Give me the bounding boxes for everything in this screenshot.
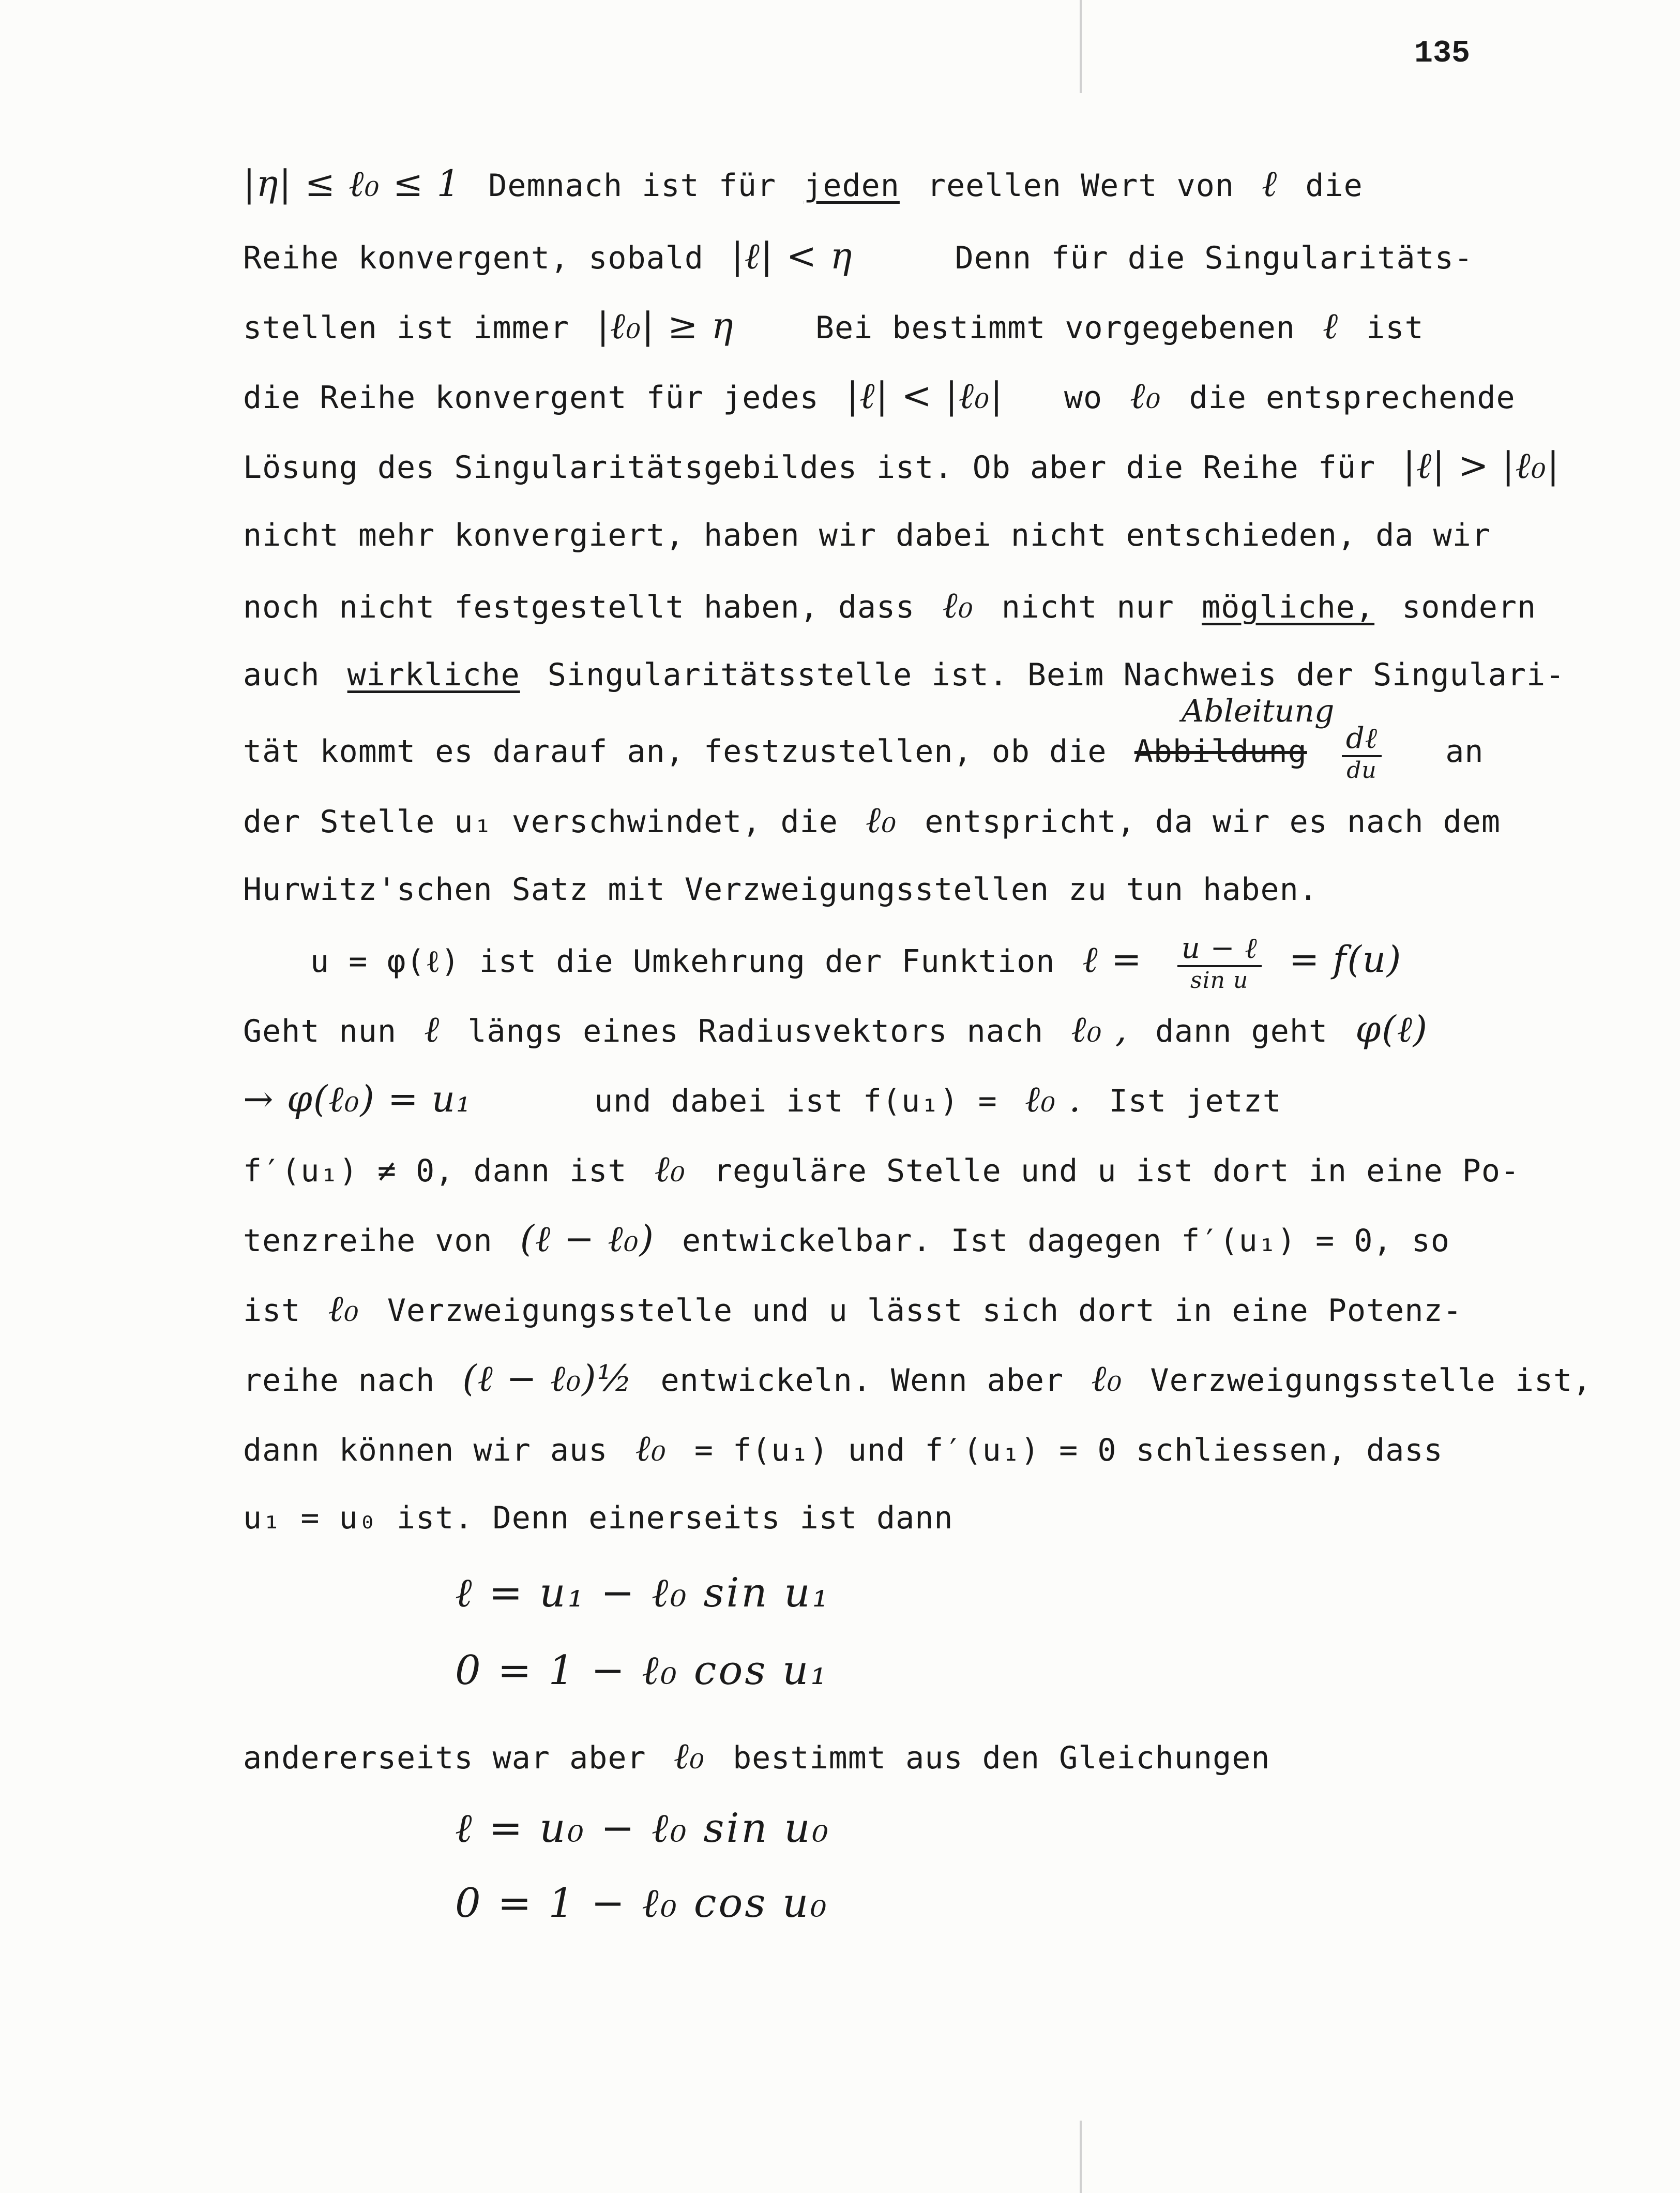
typed-text: bestimmt aus den Gleichungen — [733, 1740, 1270, 1776]
handwritten-math: → φ(ℓ₀) = u₁ — [243, 1078, 472, 1120]
typed-text: Singularitätsstelle ist. Beim Nachweis der Singulari- — [547, 657, 1565, 693]
handwritten-math: |ℓ₀| ≥ η — [597, 305, 734, 347]
typed-text: tenzreihe von — [243, 1223, 493, 1259]
handwritten-math: φ(ℓ) — [1355, 1008, 1429, 1050]
typed-text: reguläre Stelle und u ist dort in eine Po- — [713, 1153, 1520, 1189]
handwritten-insertion: Ableitung — [1182, 693, 1335, 729]
typed-text: noch nicht festgestellt haben, dass — [243, 589, 915, 625]
handwritten-math: ℓ₀ — [1130, 374, 1162, 417]
equation-line: 0 = 1 − ℓ₀ cos u₀ — [455, 1880, 829, 1927]
handwritten-math: |ℓ| < |ℓ₀| — [846, 374, 1004, 417]
equation-line: 0 = 1 − ℓ₀ cos u₁ — [455, 1647, 829, 1694]
typed-text: längs eines Radiusvektors nach — [467, 1013, 1044, 1049]
text-line-6 — [243, 509, 1499, 561]
text-line-12 — [310, 932, 1410, 994]
typed-text: Ist jetzt — [1109, 1083, 1282, 1119]
typed-text: dann können wir aus — [243, 1432, 608, 1468]
handwritten-math: ℓ₀ , — [1071, 1008, 1128, 1050]
typed-text: und dabei ist f(u₁) = — [594, 1083, 997, 1119]
typed-text: Verzweigungsstelle ist, — [1150, 1362, 1592, 1399]
text-line-13 — [243, 1003, 1436, 1055]
typed-text: andererseits war aber — [243, 1740, 646, 1776]
underlined-word: mögliche, — [1202, 589, 1375, 625]
text-line-5 — [243, 440, 1568, 491]
derivative-fraction — [1342, 724, 1382, 782]
typed-text: Lösung des Singularitätsgebildes ist. Ob aber die Reihe für — [243, 449, 1376, 486]
typed-text: = f(u₁) und f′(u₁) = 0 schliessen, dass — [694, 1432, 1443, 1468]
typed-text: Reihe konvergent, sobald — [243, 240, 704, 276]
typed-text: reellen Wert von — [927, 168, 1234, 204]
handwritten-math: (ℓ − ℓ₀)½ — [462, 1357, 633, 1400]
typed-text: Hurwitz'schen Satz mit Verzweigungsstellen zu tun haben. — [243, 872, 1318, 908]
typed-text: an — [1445, 733, 1484, 770]
fraction-numerator: dℓ — [1342, 724, 1382, 757]
typed-text: u₁ = u₀ ist. Denn einerseits ist dann — [243, 1500, 953, 1536]
text-line-2 — [243, 230, 1481, 282]
scan-fold-mark — [1080, 0, 1082, 93]
typed-text: Bei bestimmt vorgegebenen — [815, 310, 1295, 346]
typed-text: u = φ(ℓ) ist die Umkehrung der Funktion — [310, 943, 1055, 980]
typed-text: Demnach ist für — [488, 168, 777, 204]
text-line-16 — [243, 1213, 1458, 1265]
typed-text: der Stelle u₁ verschwindet, die — [243, 804, 838, 840]
text-line-15 — [243, 1143, 1528, 1195]
handwritten-math: ℓ₀ — [1091, 1357, 1123, 1400]
typed-text: entwickeln. Wenn aber — [660, 1362, 1064, 1399]
typed-text: ist — [243, 1293, 301, 1329]
handwritten-math: ℓ₀ — [654, 1148, 686, 1190]
text-line-11 — [243, 864, 1326, 915]
typed-text: entspricht, da wir es nach dem — [925, 804, 1501, 840]
typed-text: Denn für die Singularitäts- — [955, 240, 1473, 276]
handwritten-math: |ℓ| > |ℓ₀| — [1403, 444, 1561, 487]
text-line-1 — [243, 158, 1371, 209]
typed-text: wo — [1064, 380, 1103, 416]
text-line-9 — [243, 722, 1492, 784]
handwritten-math: ℓ₀ . — [1024, 1078, 1082, 1120]
handwritten-math: ℓ₀ — [673, 1735, 705, 1777]
text-line-17 — [243, 1283, 1471, 1334]
fraction-numerator: u − ℓ — [1177, 934, 1262, 967]
page-number: 135 — [1414, 36, 1471, 71]
text-line-14 — [243, 1073, 1290, 1125]
typed-text: Geht nun — [243, 1013, 397, 1049]
handwritten-math: ℓ₀ — [865, 799, 898, 841]
fraction-denominator: sin u — [1190, 967, 1249, 994]
typed-text: auch — [243, 657, 320, 693]
text-line-19 — [243, 1422, 1451, 1474]
typed-text: reihe nach — [243, 1362, 435, 1399]
equation-line: ℓ = u₁ − ℓ₀ sin u₁ — [455, 1570, 830, 1616]
typed-text: tät kommt es darauf an, festzustellen, ob die — [243, 733, 1107, 770]
typed-text: sondern — [1402, 589, 1537, 625]
text-line-20 — [243, 1492, 962, 1544]
text-line-7 — [243, 579, 1545, 631]
typed-text: entwickelbar. Ist dagegen f′(u₁) = 0, so — [682, 1223, 1450, 1259]
typed-text: ist — [1366, 310, 1424, 346]
handwritten-math: ℓ — [424, 1008, 441, 1050]
typed-text: stellen ist immer — [243, 310, 570, 346]
typed-text: dann geht — [1155, 1013, 1328, 1049]
handwritten-math: ℓ — [1262, 162, 1278, 205]
handwritten-math: ℓ — [1323, 305, 1339, 347]
text-line-4 — [243, 370, 1524, 422]
text-line-21 — [243, 1730, 1279, 1782]
equation-line: ℓ = u₀ − ℓ₀ sin u₀ — [455, 1805, 830, 1852]
function-fraction — [1177, 934, 1262, 992]
fraction-denominator: du — [1346, 757, 1377, 784]
handwritten-math: ℓ = — [1082, 938, 1143, 981]
scan-fold-mark-bottom — [1080, 2121, 1082, 2193]
handwritten-math: |η| ≤ ℓ₀ ≤ 1 — [243, 162, 461, 205]
struck-word: Abbildung — [1134, 733, 1307, 770]
text-line-3 — [243, 300, 1432, 352]
handwritten-math: ℓ₀ — [635, 1427, 667, 1469]
typed-text: die Reihe konvergent für jedes — [243, 380, 819, 416]
text-line-18 — [243, 1353, 1600, 1404]
handwritten-math: ℓ₀ — [942, 584, 974, 626]
handwritten-math: = f(u) — [1289, 938, 1402, 981]
typed-text: f′(u₁) ≠ 0, dann ist — [243, 1153, 627, 1189]
typed-text: nicht mehr konvergiert, haben wir dabei nicht entschieden, da wir — [243, 517, 1491, 553]
handwritten-math: ℓ₀ — [328, 1287, 360, 1330]
text-line-8 — [243, 649, 1573, 701]
handwritten-math: (ℓ − ℓ₀) — [520, 1218, 655, 1260]
typed-text: nicht nur — [1001, 589, 1174, 625]
typed-text: die entsprechende — [1189, 380, 1516, 416]
typed-text: Verzweigungsstelle und u lässt sich dort in eine Potenz- — [387, 1293, 1462, 1329]
handwritten-math: |ℓ| < η — [731, 235, 853, 277]
typed-text: die — [1305, 168, 1363, 204]
underlined-word: wirkliche — [347, 657, 520, 693]
underlined-word: jeden — [804, 168, 900, 204]
text-line-10 — [243, 794, 1509, 846]
